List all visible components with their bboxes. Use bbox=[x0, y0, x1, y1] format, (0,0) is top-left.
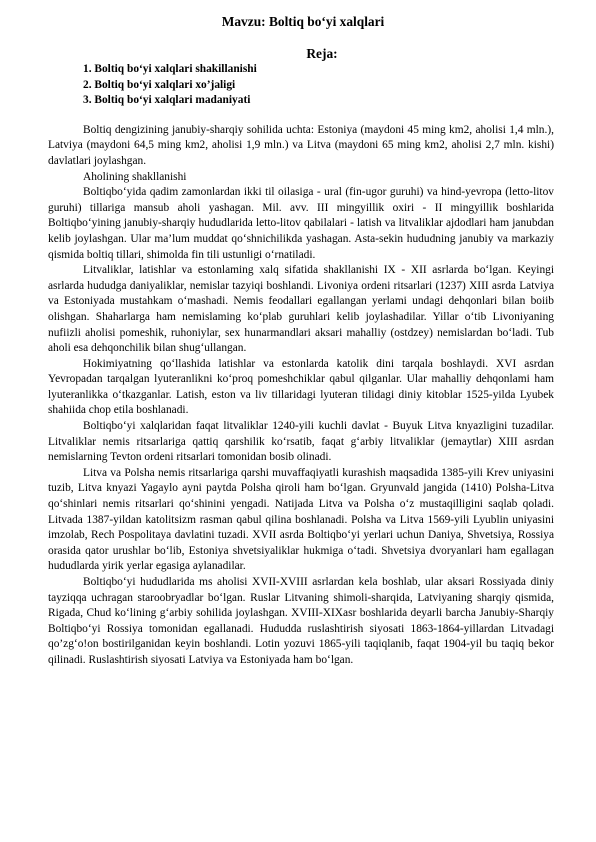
body-paragraph: Litvaliklar, latishlar va estonlaming xalq sifatida shakllanishi IX - XII asrlarda bo‘lgan. Keyingi asrlarda hududga daniyaliklar, nemislar tazyiqi boshlandi. Livoniya ordeni ritsarlari (1237) XIII asrda Latviya va Estoniyada mustahkam o‘mashadi. Nemis feodallari egallangan yerlami undagi dehqonlari bilan boiib olishgan. Shaharlarga ham nemislaming ko‘plab guruhlari kelib joylashadilar. Yillar o‘tib Livoniyaning nufiizli aholisi pomeshik, ruhoniylar, sex hunarmandlari aksari mahalliy (ostdzey) nemislardan bo‘ladi. Tub aholi esa dehqonchilik bilan shug‘ullangan. bbox=[48, 264, 554, 355]
body-paragraph: Boltiqbo‘yi hududlarida ms aholisi XVII-XVIII asrlardan kela boshlab, ular aksari Rossiyada diniy tayziqqa uchragan staroobryadlar bo‘lgan. Ruslar Litvaning shimoli-sharqida, Latviyaning sharqiy qismida, Rigada, Chud ko‘lining g‘arbiy sohilida joylashgan. XVIII-XIXasr boshlarida deyarli barcha Janubiy-Sharqiy Boltiqbo‘yi Rossiya tomonidan egallanadi. Hududda ruslashtirish siyosati 1863-1864-yillardan Litvadagi qo’zg‘o!on bostirilganidan keyin boshlandi. Lotin yozuvi 1865-yili taqiqlanib, faqat 1904-yil bu taqiq bekor qilinadi. Ruslashtirish siyosati Latviya va Estoniyada ham bo‘lgan. bbox=[48, 576, 554, 666]
body-paragraph: Hokimiyatning qo‘llashida latishlar va estonlarda katolik dini tarqala boshlaydi. XVI asrdan Yevropadan tarqalgan lyuteranlikni ko‘proq pomeshchiklar qabul qilganlar. Ular mahalliy dehqonlami ham lyuteranlikka o‘tkazganlar. Latish, eston va liv tillaridagi lyuteran tilidagi diniy kitoblar 1525-yilda Lyubek shahiida chop etila boshlanadi. bbox=[48, 357, 554, 417]
plan-item: 3. Boltiq bo‘yi xalqlari madaniyati bbox=[83, 94, 251, 107]
document-title: Mavzu: Boltiq bo‘yi xalqlari bbox=[221, 14, 385, 29]
body-paragraph: Boltiqbo‘yida qadim zamonlardan ikki til oilasiga - ural (fin-ugor guruhi) va hind-yevropa (letto-litov guruhi) tillariga mansub aholi yashagan. Mil. avv. III mingyillik oxiri - II mingyillik boshlarida Boltiqbo‘yining janubiy-sharqiy hududlarida letto-litov qabilalari - latish va litvaliklar ajdodlari ham janubdan kelib joylashgan. Ular ma’lum muddat qo‘shnichilikda yashagan. Asta-sekin hududning janubiy va markaziy qismida boltiq tillari, shimolda fin tili ustunligi o‘rnatiladi. bbox=[48, 186, 554, 261]
plan-item: 2. Boltiq bo‘yi xalqlari xo’jaligi bbox=[83, 78, 236, 91]
plan-heading: Reja: bbox=[306, 46, 338, 61]
body-paragraph: Boltiq dengizining janubiy-sharqiy sohilida uchta: Estoniya (maydoni 45 ming km2, aholisi 1,4 mln.), Latviya (maydoni 64,5 ming km2, aholisi 1,9 mln.) va Litva (maydoni 65 ming km2, aholisi 2,7 mln. kishi) davlatlari joylashgan. bbox=[48, 123, 554, 167]
body-paragraph: Litva va Polsha nemis ritsarlariga qarshi muvaffaqiyatli kurashish maqsadida 1385-yili Krev uniyasini tuzib, Litva knyazi Yagaylo ayni paytda Polsha qiroli ham bo‘lgan. Gryunvald jangida (1410) Polsha-Litva qo‘shinlari nemis ritsarlari qo‘shinini yengadi. Natijada Litva va Polsha o‘z mustaqilligini saqlab qoladi. Litvada 1387-yildan katolitsizm rasman qabul qilina boshlanadi. Polsha va Litva 1569-yili Lyublin uniyasini imzolab, Rech Pospolitaya davlatini tuzadi. XVII asrda Boltiqbo‘yi yerlari uchun Daniya, Shvetsiya, Rossiya orasida qator urushlar bo‘lib, Estoniya shvetsiyaliklar hukmiga o‘tadi. Shvetsiya dvoryanlari ham egallagan hududlarda yirik yerlar egasiga aylanadilar. bbox=[48, 466, 554, 573]
plan-item: 1. Boltiq bo‘yi xalqlari shakillanishi bbox=[83, 63, 257, 75]
section-subheading: Aholining shakllanishi bbox=[83, 170, 187, 183]
plan-list bbox=[48, 62, 554, 109]
document-content bbox=[48, 13, 554, 669]
body-paragraph: Boltiqbo‘yi xalqlaridan faqat litvaliklar 1240-yili kuchli davlat - Buyuk Litva knyazligini tuzadilar. Litvaliklar nemis ritsarlariga qattiq qarshilik ko‘rsatib, faqat g‘arbiy litvaliklar (jemaytlar) XIII asrdan nemislarning Tevton ordeni ritsarlari tomonidan bosib olinadi. bbox=[48, 420, 554, 464]
